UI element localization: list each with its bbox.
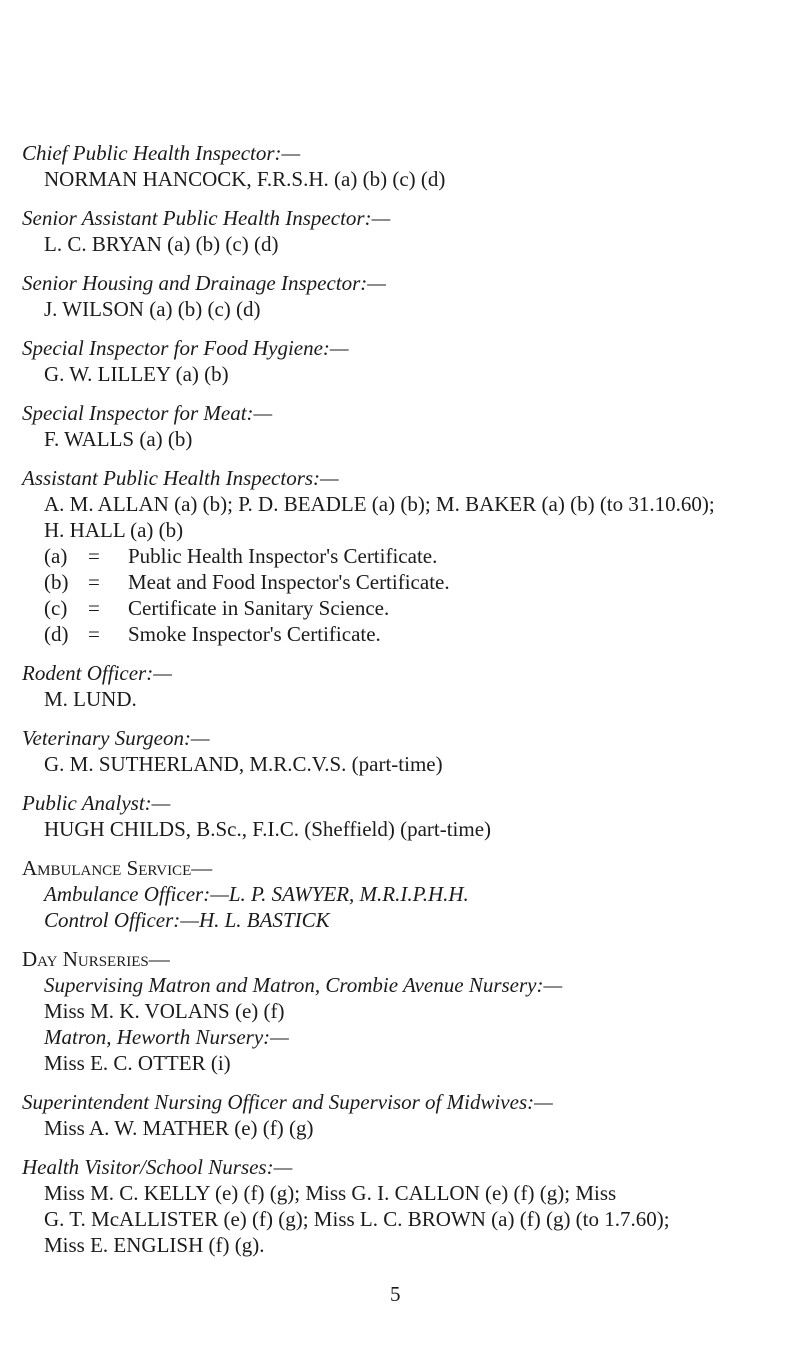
chief-phi-name: NORMAN HANCOCK, F.R.S.H. (a) (b) (c) (d) (44, 167, 446, 191)
ambulance-officer-line: Ambulance Officer:—L. P. SAWYER, M.R.I.P.H.H. (44, 882, 469, 906)
chief-phi-title: Chief Public Health Inspector:— (22, 141, 301, 165)
ambulance-service-heading: Ambulance Service— (22, 856, 213, 880)
key-row (44, 543, 437, 569)
health-visitor-title: Health Visitor/School Nurses:— (22, 1155, 293, 1179)
control-officer-line: Control Officer:—H. L. BASTICK (44, 908, 330, 932)
assistant-phi-title: Assistant Public Health Inspectors:— (22, 466, 339, 490)
day-nurseries-heading: Day Nurseries— (22, 947, 170, 971)
housing-inspector-name: J. WILSON (a) (b) (c) (d) (44, 297, 261, 321)
assistant-phi-names-line1: A. M. ALLAN (a) (b); P. D. BEADLE (a) (b); M. BAKER (a) (b) (to 31.10.60); (44, 492, 715, 516)
key-code: (c) (44, 596, 68, 620)
key-meaning: Smoke Inspector's Certificate. (128, 622, 381, 646)
housing-inspector-title: Senior Housing and Drainage Inspector:— (22, 271, 386, 295)
health-visitor-names-line3: Miss E. ENGLISH (f) (g). (44, 1233, 265, 1257)
key-meaning: Public Health Inspector's Certificate. (128, 544, 438, 568)
health-visitor-names-line2: G. T. McALLISTER (e) (f) (g); Miss L. C. BROWN (a) (f) (g) (to 1.7.60); (44, 1207, 670, 1231)
meat-inspector-name: F. WALLS (a) (b) (44, 427, 193, 451)
nursing-officer-title: Superintendent Nursing Officer and Supervisor of Midwives:— (22, 1090, 553, 1114)
key-row (44, 621, 381, 647)
key-equals: = (88, 596, 100, 620)
supervising-matron-title: Supervising Matron and Matron, Crombie Avenue Nursery:— (44, 973, 563, 997)
supervising-matron-name: Miss M. K. VOLANS (e) (f) (44, 999, 285, 1023)
key-equals: = (88, 544, 100, 568)
rodent-officer-title: Rodent Officer:— (22, 661, 172, 685)
food-hygiene-inspector-name: G. W. LILLEY (a) (b) (44, 362, 229, 386)
key-meaning: Certificate in Sanitary Science. (128, 596, 390, 620)
heworth-matron-title: Matron, Heworth Nursery:— (44, 1025, 289, 1049)
key-code: (b) (44, 570, 69, 594)
key-code: (a) (44, 544, 68, 568)
key-equals: = (88, 570, 100, 594)
page-number: 5 (390, 1282, 401, 1306)
veterinary-surgeon-name: G. M. SUTHERLAND, M.R.C.V.S. (part-time) (44, 752, 443, 776)
key-row (44, 569, 450, 595)
assistant-phi-names-line2: H. HALL (a) (b) (44, 518, 184, 542)
public-analyst-name: HUGH CHILDS, B.Sc., F.I.C. (Sheffield) (part-time) (44, 817, 492, 841)
key-code: (d) (44, 622, 69, 646)
health-visitor-names-line1: Miss M. C. KELLY (e) (f) (g); Miss G. I. CALLON (e) (f) (g); Miss (44, 1181, 617, 1205)
nursing-officer-name: Miss A. W. MATHER (e) (f) (g) (44, 1116, 314, 1140)
public-analyst-title: Public Analyst:— (22, 791, 171, 815)
key-meaning: Meat and Food Inspector's Certificate. (128, 570, 450, 594)
rodent-officer-name: M. LUND. (44, 687, 137, 711)
senior-assistant-phi-name: L. C. BRYAN (a) (b) (c) (d) (44, 232, 279, 256)
key-equals: = (88, 622, 100, 646)
key-row (44, 595, 389, 621)
heworth-matron-name: Miss E. C. OTTER (i) (44, 1051, 231, 1075)
food-hygiene-inspector-title: Special Inspector for Food Hygiene:— (22, 336, 349, 360)
meat-inspector-title: Special Inspector for Meat:— (22, 401, 273, 425)
senior-assistant-phi-title: Senior Assistant Public Health Inspector:— (22, 206, 391, 230)
veterinary-surgeon-title: Veterinary Surgeon:— (22, 726, 210, 750)
